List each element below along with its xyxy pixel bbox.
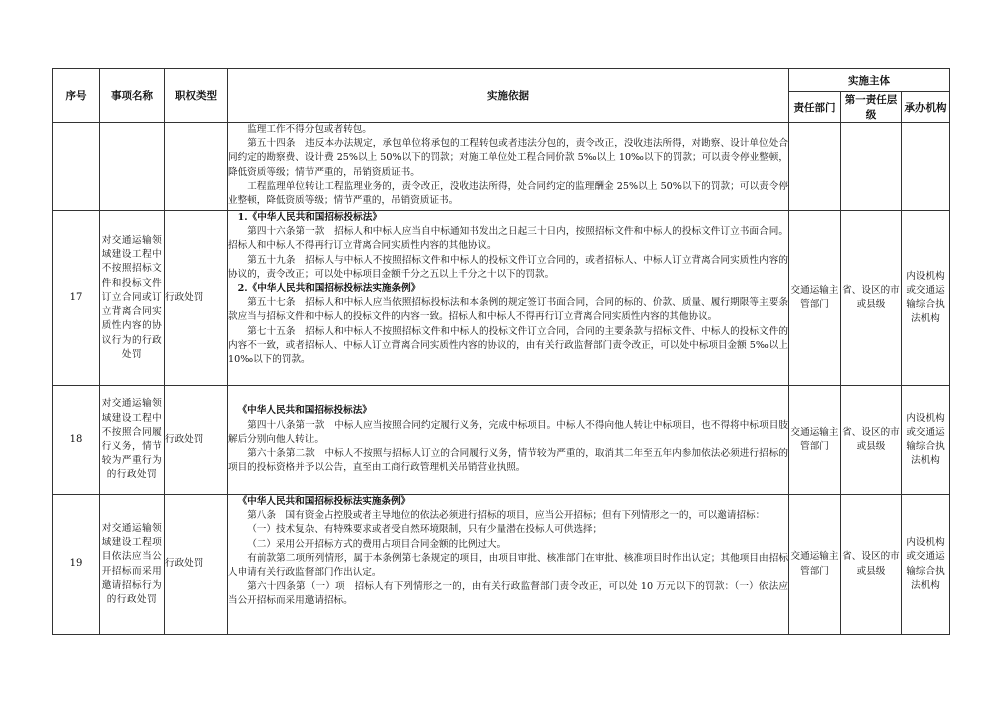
power-type bbox=[165, 123, 228, 211]
table-row-18 bbox=[53, 386, 950, 495]
basis-paragraph: 工程监理单位转让工程监理业务的，责令改正，没收违法所得，处合同约定的监理酬金 25%以上 50%以下的罚款；可以责令停业整顿，降低资质等级；情节严重的，吊销资质证书。 bbox=[228, 180, 788, 207]
responsibility-level: 省、设区的市或县级 bbox=[841, 495, 902, 635]
basis-cell bbox=[228, 386, 789, 495]
item-name bbox=[100, 123, 165, 211]
basis-paragraph: （一）技术复杂、有特殊要求或者受自然环境限制，只有少量潜在投标人可供选择； bbox=[247, 524, 603, 536]
row-number bbox=[53, 123, 100, 211]
basis-paragraph: 第七十五条 招标人和中标人不按照招标文件和中标人的投标文件订立合同，合同的主要条款与招标文件、中标人的投标文件的内容不一致，或者招标人、中标人订立背离合同实质性内容的协议的，由有关行政监督部门责令改正，可以处中标项目金额 5‰以上 10‰以下的罚款。 bbox=[228, 325, 788, 366]
basis-paragraph: 第四十八条第一款 中标人应当按照合同约定履行义务，完成中标项目。中标人不得向他人转让中标项目，也不得将中标项目肢解后分别向他人转让。 bbox=[228, 419, 788, 445]
power-type: 行政处罚 bbox=[165, 211, 228, 386]
row-number: 19 bbox=[53, 495, 100, 635]
basis-cell bbox=[228, 495, 789, 635]
table-row-19 bbox=[53, 495, 950, 635]
basis-paragraph: 第六十条第二款 中标人不按照与招标人订立的合同履行义务，情节较为严重的，取消其二年至五年内参加依法必须进行招标的项目的投标资格并予以公告，直至由工商行政管理机关吊销营业执照。 bbox=[228, 448, 788, 474]
col-header-item-name: 事项名称 bbox=[100, 69, 165, 123]
col-header-subject: 实施主体 bbox=[789, 69, 950, 92]
responsibility-level: 省、设区的市或县级 bbox=[841, 211, 902, 386]
enforcement-items-table bbox=[52, 68, 950, 635]
basis-paragraph: （二）采用公开招标方式的费用占项目合同金额的比例过大。 bbox=[247, 538, 507, 550]
col-header-seq: 序号 bbox=[53, 69, 100, 123]
handling-org bbox=[902, 123, 950, 211]
basis-paragraph: 第八条 国有资金占控股或者主导地位的依法必须进行招标的项目，应当公开招标；但有下列情形之一的，可以邀请招标： bbox=[247, 510, 766, 522]
responsible-dept: 交通运输主管部门 bbox=[789, 386, 841, 495]
law-heading: 1.《中华人民共和国招标投标法》 bbox=[237, 212, 382, 223]
law-heading: 《中华人民共和国招标投标法》 bbox=[237, 405, 372, 417]
item-name: 对交通运输领域建设工程中不按照合同履行义务，情节较为严重行为的行政处罚 bbox=[100, 386, 165, 495]
basis-paragraph: 第五十九条 招标人与中标人不按照招标文件和中标人的投标文件订立合同的，或者招标人、中标人订立背离合同实质性内容的协议的，责令改正；可以处中标项目金额千分之五以上千分之十以下的罚款。 bbox=[228, 254, 788, 280]
responsible-dept bbox=[789, 123, 841, 211]
law-heading: 《中华人民共和国招标投标法实施条例》 bbox=[237, 496, 411, 507]
handling-org: 内设机构或交通运输综合执法机构 bbox=[902, 495, 950, 635]
handling-org: 内设机构或交通运输综合执法机构 bbox=[902, 211, 950, 386]
row-number: 17 bbox=[53, 211, 100, 386]
responsible-dept: 交通运输主管部门 bbox=[789, 211, 841, 386]
responsibility-level bbox=[841, 123, 902, 211]
handling-org: 内设机构或交通运输综合执法机构 bbox=[902, 386, 950, 495]
basis-cell bbox=[228, 211, 789, 386]
basis-paragraph: 第五十七条 招标人和中标人应当依照招标投标法和本条例的规定签订书面合同，合同的标的、价款、质量、履行期限等主要条款应当与招标文件和中标人的投标文件的内容一致。招标人和中标人不得再行订立背离合同实质性内容的其他协议。 bbox=[228, 297, 788, 323]
item-name: 对交通运输领域建设工程中不按照招标文件和投标文件订立合同或订立背离合同实质性内容的协议行为的行政处罚 bbox=[100, 211, 165, 386]
basis-cell bbox=[228, 123, 789, 211]
col-header-level: 第一责任层级 bbox=[841, 92, 902, 123]
col-header-org: 承办机构 bbox=[902, 92, 950, 123]
basis-paragraph: 第六十四条第（一）项 招标人有下列情形之一的，由有关行政监督部门责令改正，可以处 10 万元以下的罚款：（一）依法应当公开招标而采用邀请招标。 bbox=[228, 581, 788, 607]
responsible-dept: 交通运输主管部门 bbox=[789, 495, 841, 635]
law-heading: 2.《中华人民共和国招标投标法实施条例》 bbox=[237, 283, 421, 295]
col-header-basis: 实施依据 bbox=[228, 69, 789, 123]
basis-paragraph: 有前款第二项所列情形，属于本条例第七条规定的项目，由项目审批、核准部门在审批、核准项目时作出认定；其他项目由招标人申请有关行政监督部门作出认定。 bbox=[228, 552, 788, 579]
table-row-continued bbox=[53, 123, 950, 211]
basis-paragraph: 第四十六条第一款 招标人和中标人应当自中标通知书发出之日起三十日内，按照招标文件和中标人的投标文件订立书面合同。招标人和中标人不得再行订立背离合同实质性内容的其他协议。 bbox=[228, 226, 788, 252]
table-row-17 bbox=[53, 211, 950, 386]
power-type: 行政处罚 bbox=[165, 495, 228, 635]
basis-paragraph: 监理工作不得分包或者转包。 bbox=[247, 124, 372, 135]
col-header-dept: 责任部门 bbox=[789, 92, 841, 123]
power-type: 行政处罚 bbox=[165, 386, 228, 495]
responsibility-level: 省、设区的市或县级 bbox=[841, 386, 902, 495]
basis-paragraph: 第五十四条 违反本办法规定，承包单位将承包的工程转包或者违法分包的，责令改正，没收违法所得，对勘察、设计单位处合同约定的勘察费、设计费 25%以上 50%以下的罚款；对施工单位处工程合同价款 5‰以上 10‰以下的罚款；可以责令停业整顿，降低资质等级；情节严重的，吊销资质证书。 bbox=[228, 138, 788, 178]
item-name: 对交通运输领域建设工程项目依法应当公开招标而采用邀请招标行为的行政处罚 bbox=[100, 495, 165, 635]
row-number: 18 bbox=[53, 386, 100, 495]
col-header-power-type: 职权类型 bbox=[165, 69, 228, 123]
header-row-1 bbox=[53, 69, 950, 92]
